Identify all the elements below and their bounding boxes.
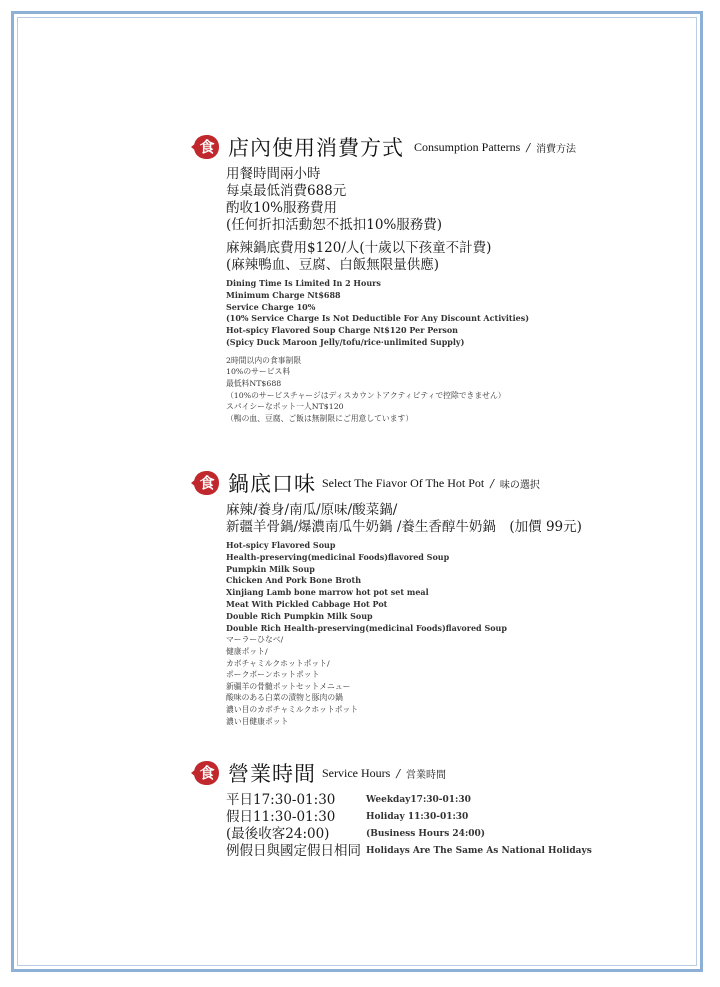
hours-en: Holiday 11:30-01:30 bbox=[366, 812, 469, 822]
section-heading bbox=[190, 130, 660, 164]
title-separator: / bbox=[490, 476, 494, 490]
flavor-block bbox=[226, 502, 660, 727]
jp-line: 酸味のある白菜の漬物と豚肉の鍋 bbox=[226, 693, 343, 703]
text-line: (任何折扣活動恕不抵扣10%服務費) bbox=[226, 217, 443, 233]
en-line: Health-preserving(medicinal Foods)flavored Soup bbox=[226, 551, 450, 562]
text-line: 麻辣/養身/南瓜/原味/酸菜鍋/ bbox=[226, 502, 398, 518]
section-service-hours bbox=[190, 756, 660, 860]
jp-line: ポークボーンホットポット bbox=[226, 670, 320, 680]
section-title-jp: 消費方法 bbox=[536, 143, 577, 155]
en-line: Chicken And Pork Bone Broth bbox=[226, 575, 362, 586]
title-separator: / bbox=[396, 766, 401, 780]
section-consumption bbox=[190, 130, 660, 424]
title-separator: / bbox=[526, 140, 531, 154]
hours-en: (Business Hours 24:00) bbox=[366, 829, 486, 839]
hours-table bbox=[226, 792, 660, 860]
text-line: 每桌最低消費688元 bbox=[226, 183, 347, 199]
section-title-jp: 味の選択 bbox=[499, 479, 540, 491]
hours-zh: 例假日與國定假日相同 bbox=[226, 843, 361, 859]
jp-line: 新疆羊の骨髄ポットセットメニュー bbox=[226, 681, 351, 691]
consumption-zh-block-a bbox=[226, 166, 660, 424]
section-title-zh: 店內使用消費方式 bbox=[228, 136, 404, 160]
hours-en: Weekday17:30-01:30 bbox=[366, 795, 471, 805]
text-line: 酌收10%服務費用 bbox=[226, 200, 338, 216]
en-line: Minimum Charge Nt$688 bbox=[226, 289, 341, 300]
section-title-en: Select The Fiavor Of The Hot Pot bbox=[322, 475, 485, 490]
logo-glyph: 食 bbox=[199, 763, 215, 782]
en-line: Meat With Pickled Cabbage Hot Pot bbox=[226, 598, 388, 609]
section-heading bbox=[190, 466, 660, 500]
text-line: 用餐時間兩小時 bbox=[226, 166, 321, 182]
en-line: Pumpkin Milk Soup bbox=[226, 563, 315, 574]
jp-line: カボチャミルクホットポット/ bbox=[226, 658, 330, 668]
logo-glyph: 食 bbox=[199, 473, 215, 492]
en-line: Double Rich Pumpkin Milk Soup bbox=[226, 610, 373, 621]
jp-line: 最低料NT$688 bbox=[226, 378, 282, 388]
jp-line: （10%のサービスチャージはディスカウントアクティビティで控除できません） bbox=[226, 390, 506, 400]
text-line: (麻辣鴨血、豆腐、白飯無限量供應) bbox=[226, 257, 440, 273]
jp-line: 10%のサービス料 bbox=[226, 367, 291, 377]
hours-zh: 平日17:30-01:30 bbox=[226, 792, 336, 808]
hours-zh: (最後收客24:00) bbox=[226, 826, 330, 842]
section-title-zh: 鍋底口味 bbox=[228, 472, 316, 496]
en-line: Dining Time Is Limited In 2 Hours bbox=[226, 278, 381, 288]
section-title-zh: 營業時間 bbox=[228, 762, 316, 786]
en-line: Hot-spicy Flavored Soup bbox=[226, 540, 336, 550]
restaurant-logo-icon bbox=[190, 758, 222, 788]
jp-line: マーラーひなべ/ bbox=[226, 635, 284, 645]
text-line: 麻辣鍋底費用$120/人(十歲以下孩童不計費) bbox=[226, 240, 492, 256]
section-title-jp: 営業時間 bbox=[406, 769, 447, 781]
section-hot-pot-flavor bbox=[190, 466, 660, 727]
en-line: Service Charge 10% bbox=[226, 301, 316, 312]
en-line: (Spicy Duck Maroon Jelly/tofu/rice·unlimited Supply) bbox=[226, 336, 465, 347]
jp-line: 濃い目健康ポット bbox=[226, 716, 289, 726]
section-title-en: Consumption Patterns bbox=[414, 139, 521, 154]
en-line: Xinjiang Lamb bone marrow hot pot set meal bbox=[226, 587, 429, 598]
en-line: Hot-spicy Flavored Soup Charge Nt$120 Per Person bbox=[226, 325, 458, 336]
section-title-en: Service Hours bbox=[322, 765, 391, 780]
jp-line: 健康ポット/ bbox=[226, 646, 268, 656]
text-line: 新疆羊骨鍋/爆濃南瓜牛奶鍋 /養生香醇牛奶鍋 (加價 99元) bbox=[226, 519, 582, 535]
en-line: (10% Service Charge Is Not Deductible For Any Discount Activities) bbox=[226, 313, 530, 324]
jp-line: 2時間以内の食事制限 bbox=[226, 355, 302, 365]
jp-line: （鴨の血、豆腐、ご飯は無制限にご用意しています） bbox=[226, 413, 414, 423]
restaurant-logo-icon bbox=[190, 468, 222, 498]
hours-en: Holidays Are The Same As National Holidays bbox=[366, 846, 592, 856]
jp-line: スパイシーなポット一人NT$120 bbox=[226, 402, 344, 412]
section-heading bbox=[190, 756, 660, 790]
logo-glyph: 食 bbox=[199, 137, 215, 156]
en-line: Double Rich Health-preserving(medicinal Foods)flavored Soup bbox=[226, 622, 507, 633]
restaurant-logo-icon bbox=[190, 132, 222, 162]
jp-line: 濃い目のカボチャミルクホットポット bbox=[226, 704, 359, 714]
hours-zh: 假日11:30-01:30 bbox=[226, 809, 336, 825]
